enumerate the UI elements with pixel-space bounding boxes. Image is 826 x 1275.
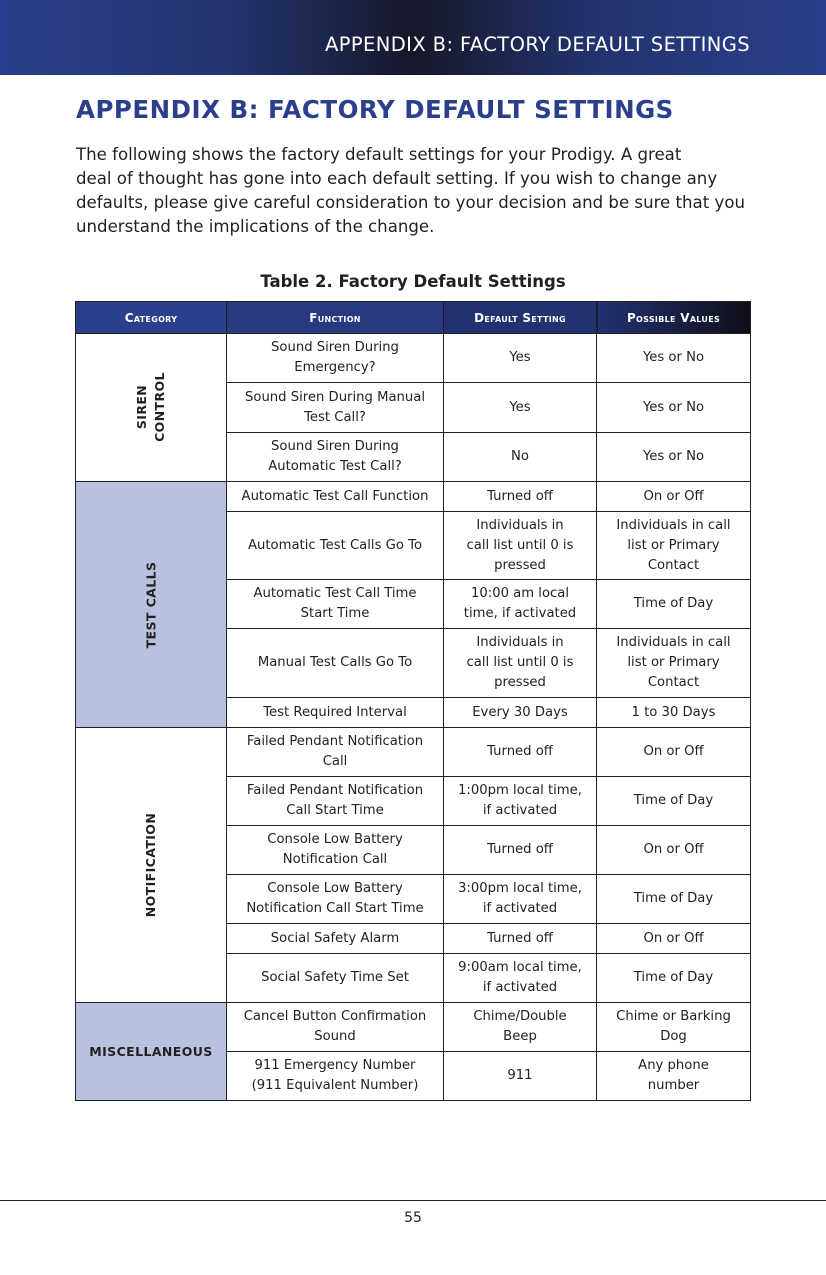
default-cell [444,512,597,580]
category-label: NOTIFICATION [143,812,158,918]
intro-paragraph [76,143,756,239]
cell-text-line: Individuals in [476,635,564,650]
cell-text-line: Notification Call [282,852,388,867]
function-cell [227,383,444,433]
cell-text-line: On or Off [643,930,704,946]
cell-text-line: Yes or No [642,449,705,464]
function-cell [227,512,444,580]
function-cell [227,482,444,512]
table-row [76,334,751,383]
cell-text-line: (911 Equivalent Number) [251,1078,419,1093]
header-banner [0,0,826,75]
cell-text-line: 9:00am local time, [458,960,582,975]
cell-text-line: Yes or No [642,399,705,415]
values-cell [597,875,751,924]
cell-text-line: Turned off [487,488,553,504]
function-cell [227,1052,444,1101]
values-cell [597,698,751,728]
cell-text-line: 911 [507,1068,533,1083]
default-cell [444,954,597,1003]
values-cell [597,383,751,433]
function-cell [227,924,444,954]
category-label: SIREN [134,384,149,430]
cell-text-line: Automatic Test Call Function [241,488,429,504]
cell-text-line: pressed [494,557,546,573]
function-cell [227,954,444,1003]
function-cell [227,334,444,383]
intro-line: The following shows the factory default settings for your Prodigy. A great [76,145,682,164]
cell-text-line: Turned off [487,842,553,857]
cell-text-line: 1:00pm local time, [458,783,582,798]
cell-text-line: Yes [509,399,531,415]
cell-text-line: Sound [314,1029,356,1044]
cell-text-line: Console Low Battery [267,832,403,847]
function-cell [227,826,444,875]
cell-text-line: On or Off [643,488,704,504]
default-cell [444,580,597,629]
cell-text-line: Notification Call Start Time [246,901,424,916]
cell-text-line: Yes [509,350,531,365]
values-cell [597,954,751,1003]
cell-text-line: number [647,1078,700,1093]
table-row [76,728,751,777]
cell-text-line: Time of Day [633,891,714,906]
header-function: Function [227,302,444,334]
default-cell [444,1003,597,1052]
cell-text-line: Social Safety Time Set [261,970,409,985]
intro-line: defaults, please give careful consideration to your decision and be sure that you [76,193,745,212]
cell-text-line: Turned off [487,930,553,946]
default-cell [444,482,597,512]
cell-text-line: pressed [494,675,546,690]
function-cell [227,875,444,924]
cell-text-line: Manual Test Calls Go To [257,655,413,670]
function-cell [227,1003,444,1052]
factory-defaults-table [75,301,751,1101]
cell-text-line: call list until 0 is [466,655,574,670]
cell-text-line: Time of Day [633,970,714,985]
values-cell [597,482,751,512]
default-cell [444,924,597,954]
cell-text-line: Start Time [300,606,370,621]
category-siren-control [76,334,227,482]
cell-text-line: time, if activated [463,606,577,621]
default-cell [444,334,597,383]
values-cell [597,433,751,482]
cell-text-line: 3:00pm local time, [458,881,582,896]
values-cell [597,334,751,383]
header-default-setting: Default Setting [444,302,597,334]
default-cell [444,777,597,826]
default-cell [444,433,597,482]
category-miscellaneous: MISCELLANEOUS [76,1003,227,1101]
default-cell [444,698,597,728]
cell-text-line: Every 30 Days [472,704,568,720]
cell-text-line: Chime or Barking [616,1009,731,1024]
cell-text-line: Social Safety Alarm [270,930,400,946]
cell-text-line: Automatic Test Calls Go To [247,537,423,553]
cell-text-line: Automatic Test Call? [268,459,402,474]
cell-text-line: Any phone [638,1058,709,1073]
cell-text-line: if activated [482,980,558,995]
values-cell [597,728,751,777]
cell-text-line: 10:00 am local [470,586,570,601]
function-cell [227,728,444,777]
footer-divider [0,1200,826,1201]
function-cell [227,698,444,728]
cell-text-line: call list until 0 is [466,537,574,553]
cell-text-line: Chime/Double [473,1009,567,1024]
default-cell [444,1052,597,1101]
cell-text-line: Yes or No [642,350,705,365]
values-cell [597,512,751,580]
cell-text-line: 1 to 30 Days [631,704,716,720]
cell-text-line: Console Low Battery [267,881,403,896]
cell-text-line: Contact [647,557,700,573]
page-title: APPENDIX B: FACTORY DEFAULT SETTINGS [76,95,674,124]
default-cell [444,875,597,924]
header-possible-values: Possible Values [597,302,751,334]
default-cell [444,383,597,433]
cell-text-line: Sound Siren During [271,340,399,355]
cell-text-line: No [511,449,529,464]
cell-text-line: Contact [647,675,700,690]
cell-text-line: Beep [503,1029,537,1044]
banner-title: APPENDIX B: FACTORY DEFAULT SETTINGS [324,33,750,56]
cell-text-line: Failed Pendant Notification [246,783,424,798]
cell-text-line: list or Primary [627,655,720,670]
cell-text-line: Individuals in call [616,517,731,533]
table-caption: Table 2. Factory Default Settings [260,272,566,291]
cell-text-line: Cancel Button Confirmation [243,1009,427,1024]
cell-text-line: 911 Emergency Number [254,1058,416,1073]
cell-text-line: Individuals in [476,517,564,533]
cell-text-line: Test Required Interval [263,704,407,720]
cell-text-line: Call Start Time [286,803,384,818]
values-cell [597,1052,751,1101]
cell-text-line: On or Off [643,744,704,759]
default-cell [444,629,597,698]
values-cell [597,629,751,698]
values-cell [597,777,751,826]
cell-text-line: Dog [660,1029,687,1044]
category-label: CONTROL [152,372,167,442]
table-header-row [76,302,751,334]
page-number: 55 [404,1210,422,1226]
cell-text-line: if activated [482,901,558,916]
cell-text-line: Sound Siren During [271,439,399,454]
cell-text-line: Call [322,754,348,769]
values-cell [597,580,751,629]
header-category: Category [76,302,227,334]
function-cell [227,580,444,629]
category-test-calls [76,482,227,728]
table-row [76,482,751,512]
function-cell [227,629,444,698]
default-cell [444,826,597,875]
values-cell [597,826,751,875]
cell-text-line: Sound Siren During Manual [245,389,425,405]
cell-text-line: Test Call? [304,409,366,425]
intro-line: understand the implications of the change. [76,217,435,236]
cell-text-line: if activated [482,803,558,818]
cell-text-line: Turned off [487,744,553,759]
intro-line: deal of thought has gone into each default setting. If you wish to change any [76,169,718,188]
function-cell [227,777,444,826]
cell-text-line: Failed Pendant Notification [246,734,424,749]
cell-text-line: Automatic Test Call Time [253,586,417,601]
table-row [76,1003,751,1052]
values-cell [597,1003,751,1052]
cell-text-line: Time of Day [633,596,714,611]
category-label: TEST CALLS [142,561,158,648]
cell-text-line: Emergency? [294,360,376,375]
function-cell [227,433,444,482]
values-cell [597,924,751,954]
cell-text-line: list or Primary [627,537,720,553]
default-cell [444,728,597,777]
cell-text-line: Time of Day [633,793,714,808]
cell-text-line: Individuals in call [616,635,731,650]
category-notification [76,728,227,1003]
cell-text-line: On or Off [643,842,704,857]
